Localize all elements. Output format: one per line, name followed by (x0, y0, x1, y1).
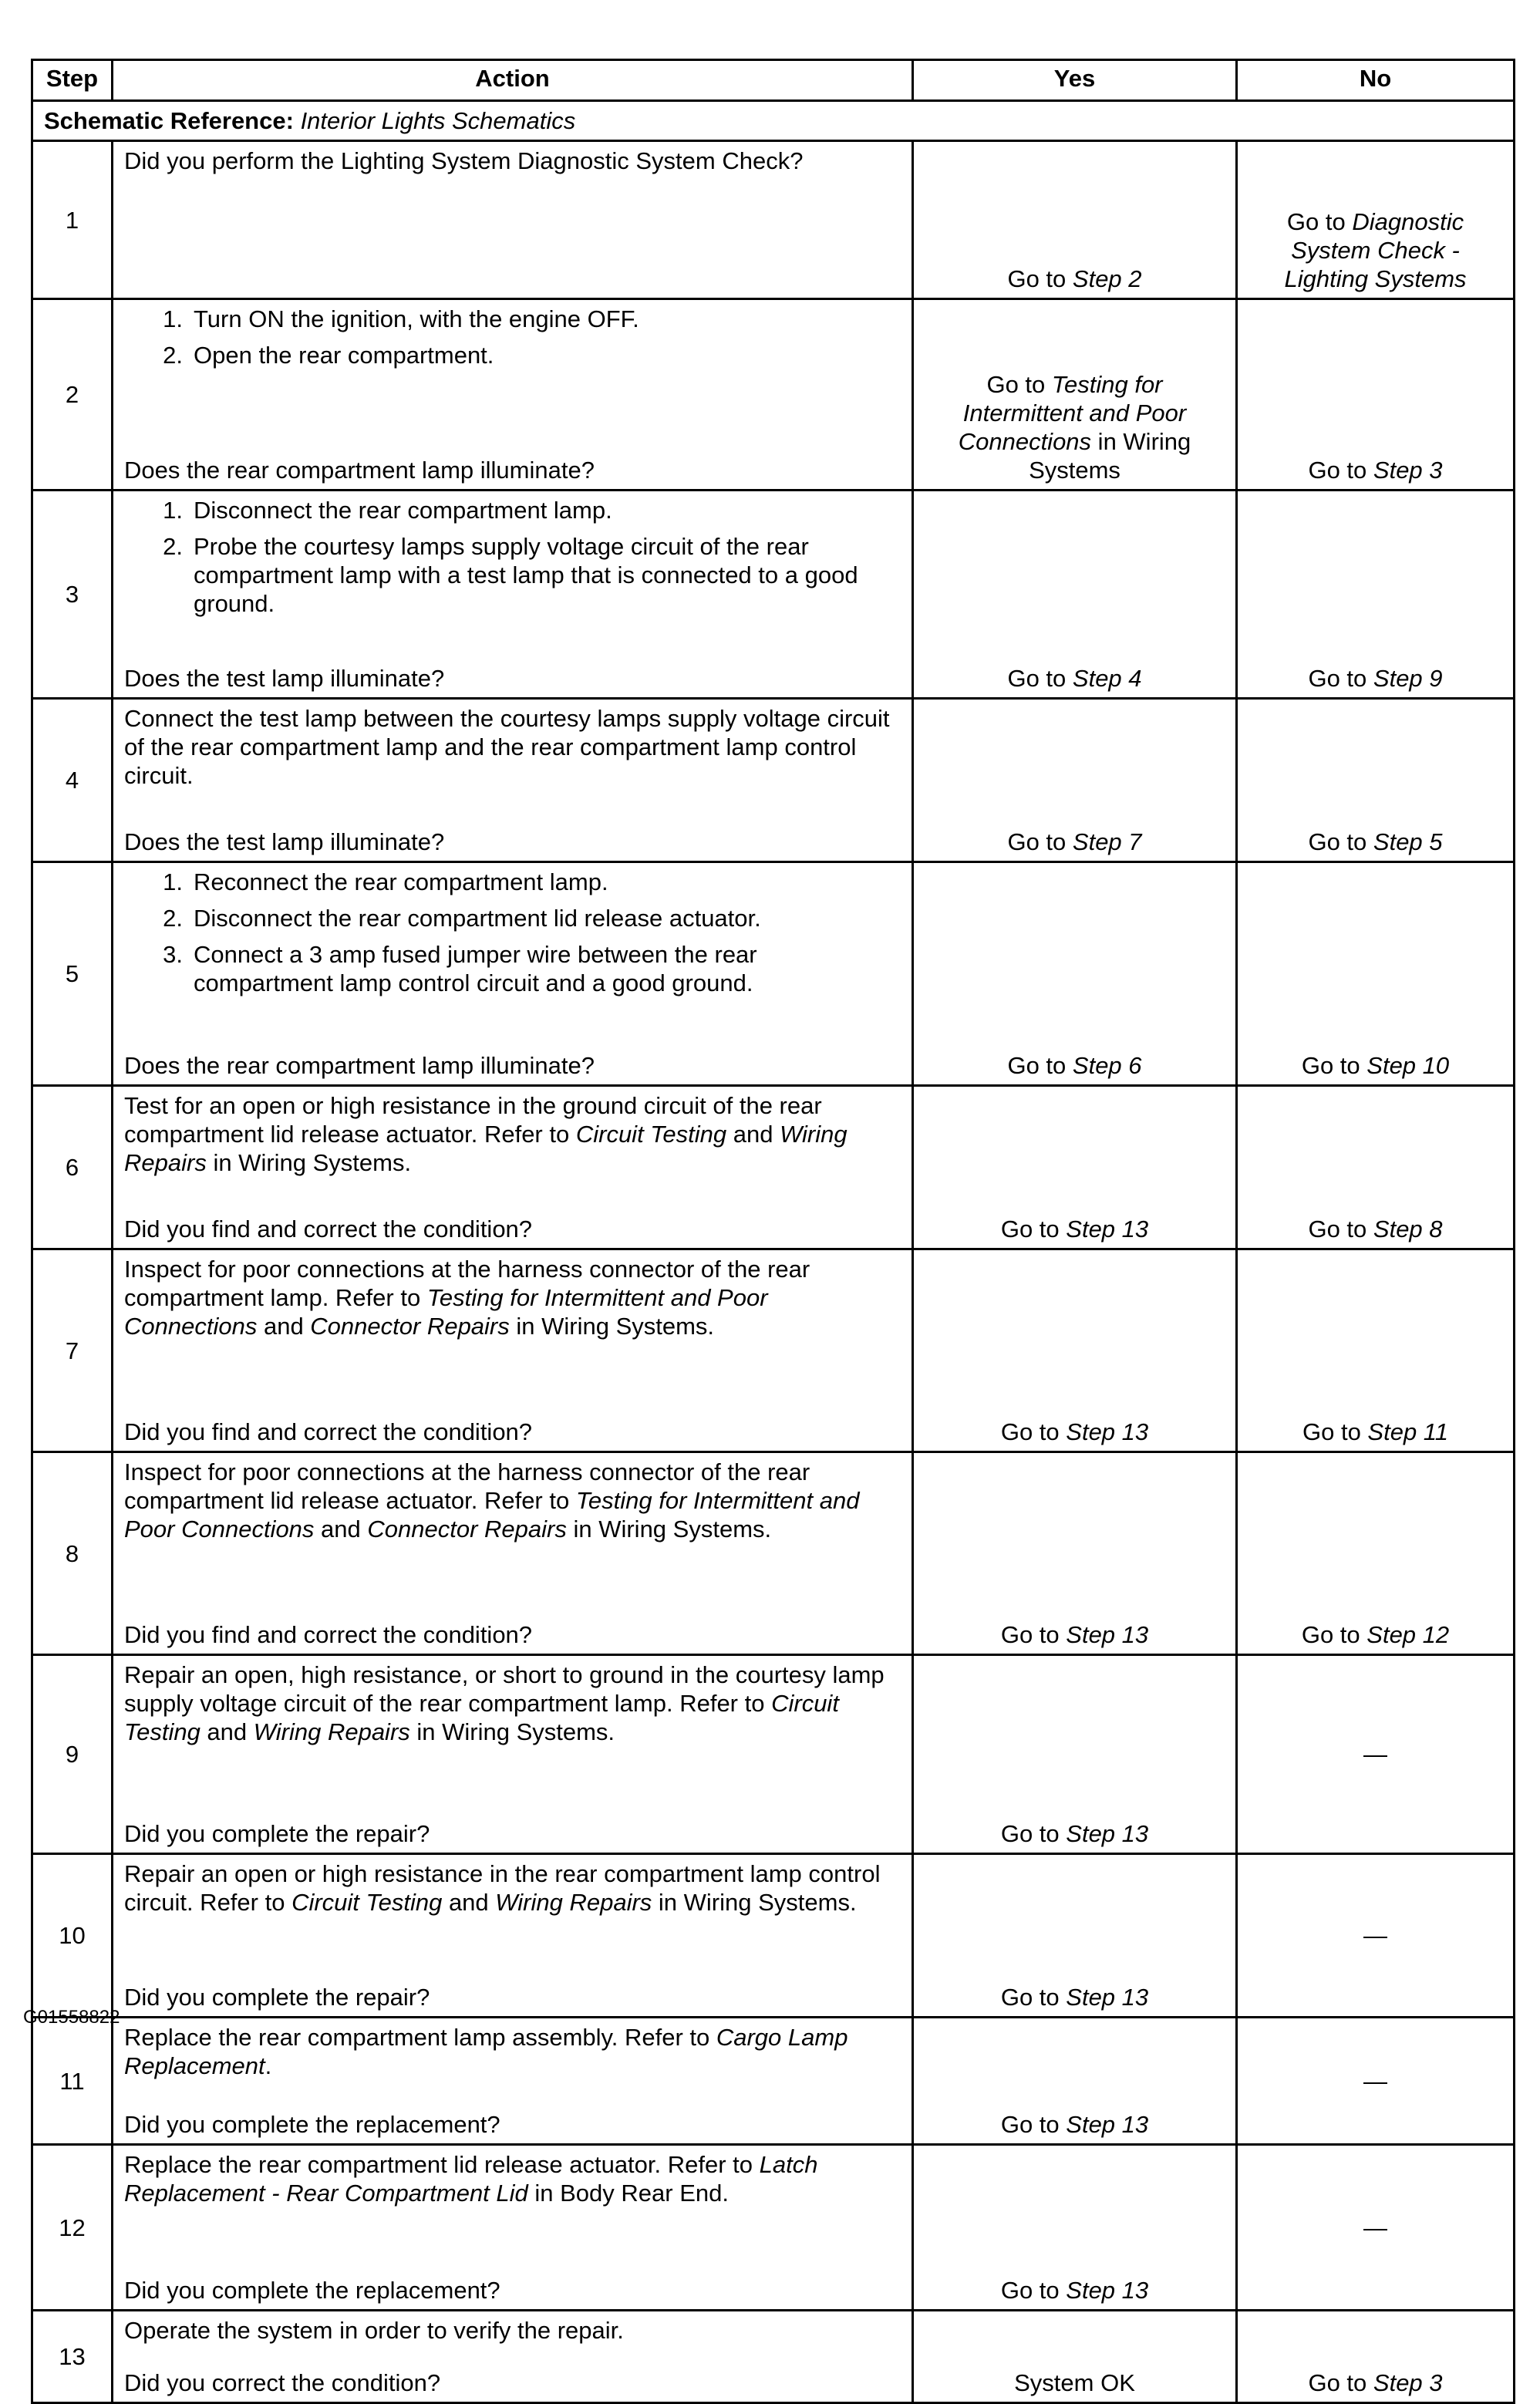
step-row-4 (32, 699, 1515, 862)
step-row-2 (32, 299, 1515, 491)
step-action (113, 862, 913, 1086)
step-action (113, 699, 913, 862)
step-row-12 (32, 2145, 1515, 2311)
yes-outcome: Go to Testing for Intermittent and Poor Connections in Wiring Systems (913, 299, 1237, 491)
substep-item: 2. Probe the courtesy lamps supply voltage circuit of the rear compartment lamp with a test lamp that is connected to a good ground. (163, 533, 858, 617)
action-text: Did you perform the Lighting System Diagnostic System Check? (124, 147, 804, 174)
step-row-3 (32, 491, 1515, 699)
yes-outcome: Go to Step 7 (913, 699, 1237, 862)
step-action (113, 1086, 913, 1249)
no-outcome: Go to Diagnostic System Check - Lighting Systems (1237, 141, 1515, 299)
step-number: 4 (32, 699, 113, 862)
action-text: Replace the rear compartment lid release actuator. Refer to Latch Replacement - Rear Compartment Lid in Body Rear End. (124, 2151, 818, 2207)
header-step: Step (32, 60, 113, 101)
action-text: Repair an open, high resistance, or short to ground in the courtesy lamp supply voltage circuit of the rear compartment lamp. Refer to Circuit Testing and Wiring Repairs in Wiring Systems. (124, 1661, 885, 1745)
header-action: Action (113, 60, 913, 101)
substep-item: 2. Disconnect the rear compartment lid release actuator. (163, 905, 761, 932)
step-row-8 (32, 1452, 1515, 1655)
action-text: Repair an open or high resistance in the rear compartment lamp control circuit. Refer to Circuit Testing and Wiring Repairs in Wiring Systems. (124, 1860, 881, 1916)
action-text: Connect the test lamp between the courtesy lamps supply voltage circuit of the rear compartment lamp and the rear compartment lamp control circuit. (124, 705, 890, 789)
step-number: 5 (32, 862, 113, 1086)
substep-item: 1. Reconnect the rear compartment lamp. (163, 868, 608, 895)
yes-outcome: Go to Step 13 (913, 1854, 1237, 2018)
action-question: Did you find and correct the condition? (124, 1418, 533, 1445)
yes-outcome: Go to Step 13 (913, 2018, 1237, 2145)
yes-outcome: Go to Step 6 (913, 862, 1237, 1086)
header-yes: Yes (913, 60, 1237, 101)
action-question: Did you find and correct the condition? (124, 1621, 533, 1648)
step-row-1 (32, 141, 1515, 299)
no-outcome: Go to Step 3 (1237, 2311, 1515, 2403)
step-row-6 (32, 1086, 1515, 1249)
yes-outcome: System OK (913, 2311, 1237, 2403)
action-question: Did you complete the repair? (124, 1820, 430, 1847)
action-text: Operate the system in order to verify the repair. (124, 2317, 624, 2344)
step-row-11 (32, 2018, 1515, 2145)
yes-outcome: Go to Step 13 (913, 1452, 1237, 1655)
yes-outcome: Go to Step 13 (913, 1655, 1237, 1854)
action-question: Does the test lamp illuminate? (124, 828, 445, 855)
action-question: Did you complete the repair? (124, 1984, 430, 2011)
no-outcome: Go to Step 3 (1237, 299, 1515, 491)
yes-outcome: Go to Step 4 (913, 491, 1237, 699)
no-outcome: Go to Step 8 (1237, 1086, 1515, 1249)
step-row-9 (32, 1655, 1515, 1854)
action-question: Did you complete the replacement? (124, 2111, 500, 2138)
step-action (113, 2018, 913, 2145)
step-action (113, 1854, 913, 2018)
step-action (113, 491, 913, 699)
substep-item: 1. Disconnect the rear compartment lamp. (163, 497, 612, 524)
step-action (113, 1655, 913, 1854)
diagnostic-table (31, 59, 1515, 2404)
substep-list (124, 496, 901, 625)
step-action (113, 1452, 913, 1655)
step-action (113, 2311, 913, 2403)
schematic-reference-value: Interior Lights Schematics (300, 107, 576, 134)
action-text: Replace the rear compartment lamp assembly. Refer to Cargo Lamp Replacement. (124, 2024, 848, 2079)
step-number: 13 (32, 2311, 113, 2403)
no-outcome: — (1237, 2018, 1515, 2145)
no-outcome: — (1237, 2145, 1515, 2311)
step-number: 1 (32, 141, 113, 299)
step-number: 9 (32, 1655, 113, 1854)
step-action (113, 2145, 913, 2311)
no-outcome: Go to Step 9 (1237, 491, 1515, 699)
step-row-7 (32, 1249, 1515, 1452)
step-number: 8 (32, 1452, 113, 1655)
schematic-reference-label: Schematic Reference: (44, 107, 294, 134)
yes-outcome: Go to Step 13 (913, 2145, 1237, 2311)
yes-outcome: Go to Step 13 (913, 1086, 1237, 1249)
step-row-13 (32, 2311, 1515, 2403)
action-text: Inspect for poor connections at the harness connector of the rear compartment lamp. Refer to Testing for Intermittent and Poor Connections and Connector Repairs in Wiring Systems. (124, 1256, 810, 1340)
step-number: 11 (32, 2018, 113, 2145)
no-outcome: — (1237, 1854, 1515, 2018)
substep-list (124, 305, 901, 377)
substep-item: 3. Connect a 3 amp fused jumper wire between the rear compartment lamp control circuit and a good ground. (163, 941, 757, 996)
action-text: Inspect for poor connections at the harness connector of the rear compartment lid release actuator. Refer to Testing for Intermittent and Poor Connections and Connector Repairs in Wiring Systems. (124, 1458, 860, 1543)
step-number: 6 (32, 1086, 113, 1249)
yes-outcome: Go to Step 2 (913, 141, 1237, 299)
action-text: Test for an open or high resistance in the ground circuit of the rear compartment lid release actuator. Refer to Circuit Testing and Wiring Repairs in Wiring Systems. (124, 1092, 848, 1176)
step-number: 12 (32, 2145, 113, 2311)
step-row-10 (32, 1854, 1515, 2018)
schematic-reference-row (32, 101, 1515, 141)
action-question: Does the rear compartment lamp illuminate? (124, 457, 595, 484)
step-action (113, 141, 913, 299)
schematic-reference-cell (32, 101, 1515, 141)
action-question: Did you find and correct the condition? (124, 1215, 533, 1242)
action-question: Did you complete the replacement? (124, 2277, 500, 2304)
action-question: Does the test lamp illuminate? (124, 665, 445, 692)
substep-item: 1. Turn ON the ignition, with the engine OFF. (163, 305, 639, 332)
substep-item: 2. Open the rear compartment. (163, 342, 494, 369)
no-outcome: Go to Step 10 (1237, 862, 1515, 1086)
step-action (113, 1249, 913, 1452)
action-question: Does the rear compartment lamp illuminate? (124, 1052, 595, 1079)
no-outcome: Go to Step 5 (1237, 699, 1515, 862)
step-action (113, 299, 913, 491)
step-number: 7 (32, 1249, 113, 1452)
figure-code: G01558822 (23, 2007, 120, 2028)
substep-list (124, 868, 901, 1005)
step-number: 10 (32, 1854, 113, 2018)
no-outcome: Go to Step 11 (1237, 1249, 1515, 1452)
action-question: Did you correct the condition? (124, 2369, 441, 2396)
no-outcome: Go to Step 12 (1237, 1452, 1515, 1655)
table-body (32, 101, 1515, 2403)
step-number: 3 (32, 491, 113, 699)
header-row (32, 60, 1515, 101)
yes-outcome: Go to Step 13 (913, 1249, 1237, 1452)
header-no: No (1237, 60, 1515, 101)
step-row-5 (32, 862, 1515, 1086)
no-outcome: — (1237, 1655, 1515, 1854)
step-number: 2 (32, 299, 113, 491)
